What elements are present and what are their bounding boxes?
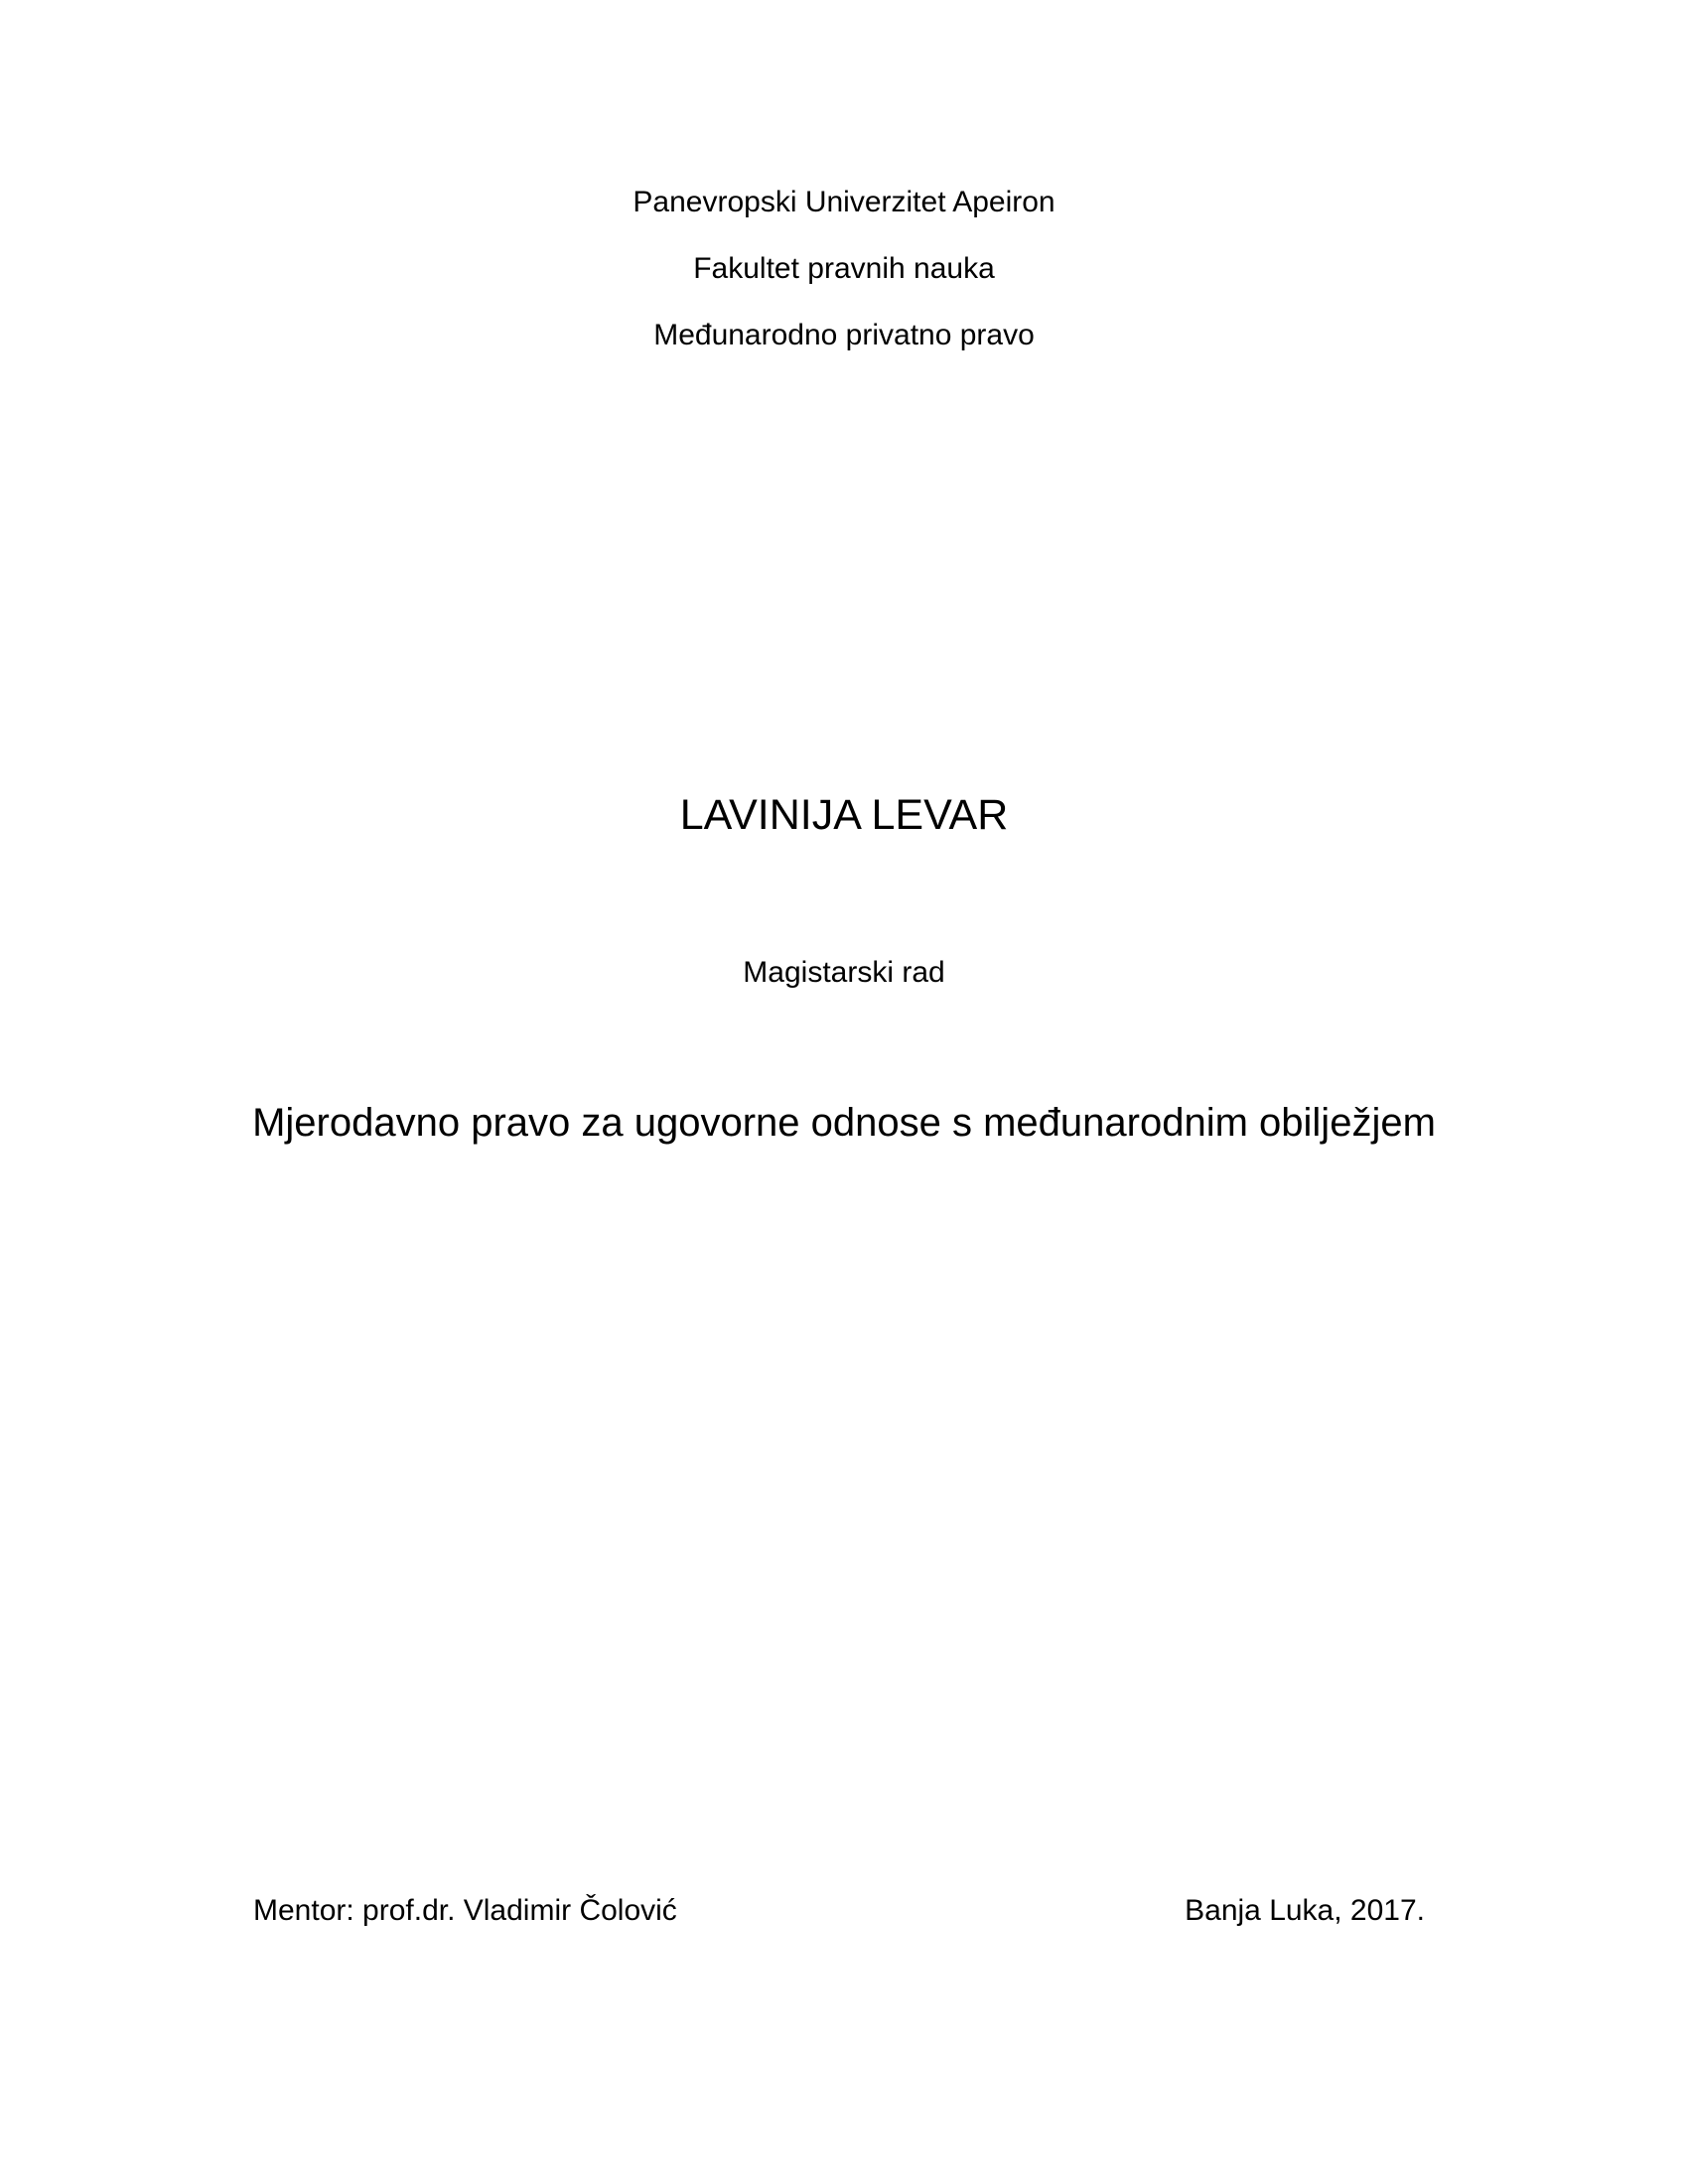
faculty-name: Fakultet pravnih nauka bbox=[693, 252, 995, 285]
mentor-line: Mentor: prof.dr. Vladimir Čolović bbox=[253, 1894, 677, 1927]
document-type: Magistarski rad bbox=[743, 956, 945, 989]
place-date: Banja Luka, 2017. bbox=[1185, 1894, 1425, 1927]
author-name: LAVINIJA LEVAR bbox=[679, 791, 1009, 839]
thesis-title: Mjerodavno pravo za ugovorne odnose s međunarodnim obilježjem bbox=[252, 1101, 1436, 1145]
course-name: Međunarodno privatno pravo bbox=[653, 319, 1035, 351]
university-name: Panevropski Univerzitet Apeiron bbox=[633, 186, 1055, 218]
